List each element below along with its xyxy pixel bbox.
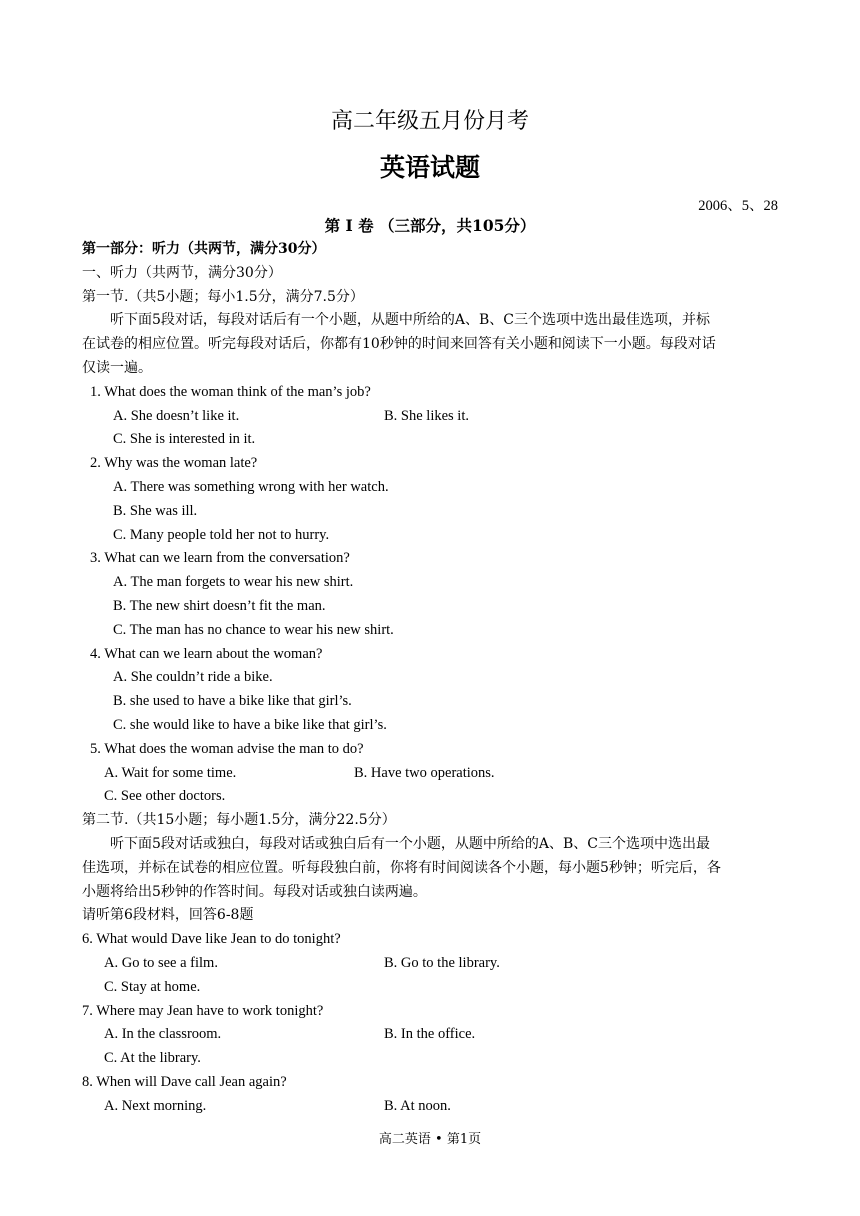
listening-sub-heading: 一、听力（共两节，满分30分） — [82, 264, 282, 281]
question-8-options-ab — [82, 1095, 779, 1119]
question-8-option-a: A. Next morning. — [104, 1097, 207, 1114]
question-2: 2. Why was the woman late? — [90, 455, 258, 472]
question-5-option-a: A. Wait for some time. — [104, 764, 237, 781]
question-1: 1. What does the woman think of the man’s job? — [90, 383, 371, 400]
question-7-option-b: B. In the office. — [384, 1026, 476, 1043]
question-8: 8. When will Dave call Jean again? — [82, 1073, 287, 1090]
question-1-options-ab — [82, 405, 779, 429]
question-5: 5. What does the woman advise the man to do? — [90, 740, 364, 757]
question-6: 6. What would Dave like Jean to do tonight? — [82, 931, 341, 948]
exam-content — [82, 238, 779, 1118]
section2-instructions-line3: 小题将给出5秒钟的作答时间。每段对话或独白读两遍。 — [82, 883, 427, 900]
question-2-option-a: A. There was something wrong with her watch. — [113, 478, 389, 495]
section1-instructions-line3: 仅读一遍。 — [82, 359, 152, 376]
exam-title: 高二年级五月份月考 — [330, 109, 529, 134]
section1-instructions-line1: 听下面5段对话，每段对话后有一个小题，从题中所给的A、B、C三个选项中选出最佳选项，并标 — [110, 312, 711, 329]
question-8-option-b: B. At noon. — [384, 1097, 451, 1114]
question-5-options-ab — [82, 762, 779, 786]
question-3-option-a: A. The man forgets to wear his new shirt. — [113, 574, 354, 591]
question-2-option-b: B. She was ill. — [113, 502, 198, 519]
material-note: 请听第6段材料，回答6-8题 — [82, 907, 254, 924]
exam-subtitle: 英语试题 — [379, 153, 480, 182]
question-2-option-c: C. Many people told her not to hurry. — [113, 526, 330, 543]
volume-heading: 第 I 卷 （三部分，共105分） — [324, 216, 536, 235]
question-4-option-c: C. she would like to have a bike like that girl’s. — [113, 716, 387, 733]
section2-instructions-line1: 听下面5段对话或独白，每段对话或独白后有一个小题，从题中所给的A、B、C三个选项中选出最 — [110, 835, 711, 852]
question-5-option-b: B. Have two operations. — [354, 764, 495, 781]
section2-instructions-line2: 佳选项，并标在试卷的相应位置。听每段独白前，你将有时间阅读各个小题，每小题5秒钟；听完后，各 — [82, 859, 721, 876]
section1-instructions-line2: 在试卷的相应位置。听完每段对话后，你都有10秒钟的时间来回答有关小题和阅读下一小题。每段对话 — [82, 336, 716, 353]
question-6-option-b: B. Go to the library. — [384, 954, 500, 971]
question-4-option-a: A. She couldn’t ride a bike. — [113, 669, 273, 686]
question-3: 3. What can we learn from the conversation? — [90, 550, 350, 567]
question-5-option-c: C. See other doctors. — [104, 788, 226, 805]
question-6-options-ab — [82, 952, 779, 976]
question-3-option-c: C. The man has no chance to wear his new shirt. — [113, 621, 394, 638]
exam-date: 2006、5、28 — [698, 198, 778, 214]
question-7: 7. Where may Jean have to work tonight? — [82, 1002, 324, 1019]
question-1-option-b: B. She likes it. — [384, 407, 469, 424]
page-footer: 高二英语 • 第1页 — [378, 1132, 482, 1147]
question-4: 4. What can we learn about the woman? — [90, 645, 323, 662]
question-4-option-b: B. she used to have a bike like that girl’s. — [113, 693, 352, 710]
question-6-option-a: A. Go to see a film. — [104, 954, 218, 971]
part1-heading: 第一部分：听力（共两节，满分30分） — [82, 241, 326, 257]
question-7-options-ab — [82, 1023, 779, 1047]
section1-heading: 第一节.（共5小题；每小1.5分，满分7.5分） — [82, 288, 364, 305]
question-7-option-a: A. In the classroom. — [104, 1026, 222, 1043]
question-3-option-b: B. The new shirt doesn’t fit the man. — [113, 597, 326, 614]
question-1-option-a: A. She doesn’t like it. — [113, 407, 240, 424]
question-7-option-c: C. At the library. — [104, 1050, 201, 1067]
question-1-option-c: C. She is interested in it. — [113, 431, 256, 448]
question-6-option-c: C. Stay at home. — [104, 978, 201, 995]
section2-heading: 第二节.（共15小题；每小题1.5分，满分22.5分） — [82, 812, 396, 829]
